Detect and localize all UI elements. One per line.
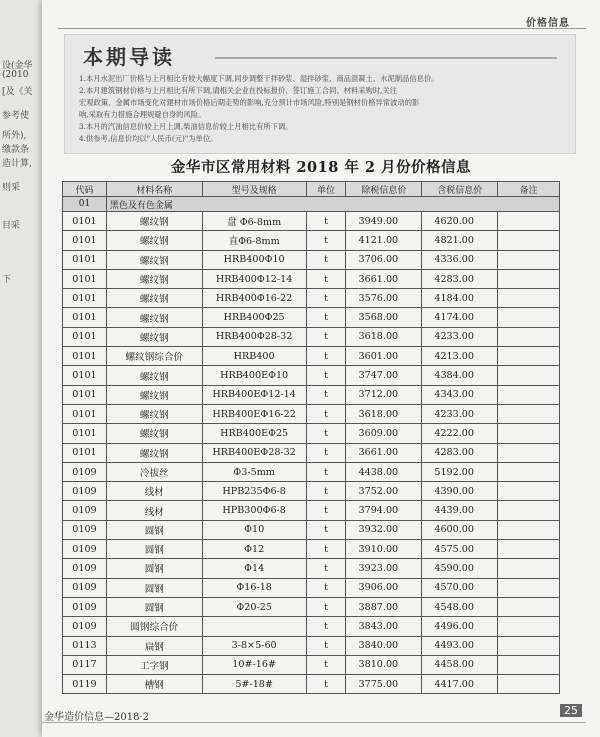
- intro-line: 1.本月水泥出厂价格与上月相比有较大幅度下调,同步调整干拌砂浆、湿拌砂浆、商品混凝土、水泥制品信息价。: [79, 74, 439, 83]
- cell-remarks: [498, 404, 560, 423]
- cell-code: 0101: [63, 385, 107, 404]
- cell-price-ex-tax: 3747.00: [346, 366, 422, 385]
- table-row: [63, 269, 560, 288]
- cell-price-ex-tax: 4121.00: [346, 231, 422, 250]
- cell-spec: Φ16-18: [202, 578, 306, 597]
- cell-price-ex-tax: 3810.00: [346, 655, 422, 674]
- cell-material-name: 线材: [106, 501, 202, 520]
- table-row: [63, 655, 560, 674]
- header-price-inc-tax: 含税信息价: [422, 182, 498, 197]
- table-row: [63, 501, 560, 520]
- cell-remarks: [498, 540, 560, 559]
- cell-price-ex-tax: 3661.00: [346, 443, 422, 462]
- cell-remarks: [498, 366, 560, 385]
- cell-price-ex-tax: 3906.00: [346, 578, 422, 597]
- cell-remarks: [498, 597, 560, 616]
- cell-code: 0101: [63, 347, 107, 366]
- header-rule: [58, 28, 586, 29]
- cell-price-ex-tax: 3618.00: [346, 404, 422, 423]
- table-row: [63, 366, 560, 385]
- intro-line: 3.本月的汽油信息价较上月上调,柴油信息价较上月相比有所下调。: [79, 122, 293, 131]
- cell-spec: HRB400Φ16-22: [202, 289, 306, 308]
- table-row: [63, 443, 560, 462]
- footer-rule: [42, 722, 586, 723]
- cell-price-ex-tax: 3775.00: [346, 675, 422, 694]
- cell-material-name: 螺纹钢: [106, 443, 202, 462]
- cell-price-inc-tax: 4821.00: [422, 231, 498, 250]
- cell-price-inc-tax: 4336.00: [422, 250, 498, 269]
- cell-price-ex-tax: 3609.00: [346, 424, 422, 443]
- cell-code: 0101: [63, 250, 107, 269]
- cell-remarks: [498, 675, 560, 694]
- header-code: 代码: [63, 182, 107, 197]
- header-unit: 单位: [306, 182, 346, 197]
- table-row: [63, 675, 560, 694]
- cell-spec: HRB400EΦ16-22: [202, 404, 306, 423]
- cell-material-name: 线材: [106, 482, 202, 501]
- intro-title-rule: [215, 57, 557, 59]
- cell-material-name: 螺纹钢: [106, 250, 202, 269]
- cell-material-name: 螺纹钢: [106, 366, 202, 385]
- table-row: [63, 520, 560, 539]
- prev-page-fragment: 则采: [2, 183, 21, 193]
- cell-code: 0101: [63, 212, 107, 231]
- table-row: [63, 212, 560, 231]
- intro-title: 本期导读: [83, 45, 175, 69]
- table-row: [63, 636, 560, 655]
- cell-unit: t: [306, 520, 346, 539]
- table-row: [63, 559, 560, 578]
- cell-price-ex-tax: 3932.00: [346, 520, 422, 539]
- cell-price-inc-tax: 5192.00: [422, 462, 498, 481]
- cell-code: 0113: [63, 636, 107, 655]
- cell-price-inc-tax: 4174.00: [422, 308, 498, 327]
- prev-page-fragment: 设(金华: [2, 61, 33, 71]
- cell-unit: t: [306, 327, 346, 346]
- cell-price-inc-tax: 4458.00: [422, 655, 498, 674]
- table-row: [63, 231, 560, 250]
- cell-remarks: [498, 636, 560, 655]
- cell-price-inc-tax: 4600.00: [422, 520, 498, 539]
- running-head: 价格信息: [526, 18, 570, 29]
- cell-code: 0109: [63, 540, 107, 559]
- cell-unit: t: [306, 617, 346, 636]
- cell-price-inc-tax: 4496.00: [422, 617, 498, 636]
- cell-price-ex-tax: 3712.00: [346, 385, 422, 404]
- intro-line: 宏观政策、金属市场变化对建材市场价格后期走势的影响,充分预计市场风险,特别是钢材价格异常波动的影: [79, 98, 420, 107]
- cell-remarks: [498, 289, 560, 308]
- cell-code: 0109: [63, 597, 107, 616]
- cell-unit: t: [306, 501, 346, 520]
- cell-spec: HRB400Φ25: [202, 308, 306, 327]
- cell-unit: t: [306, 424, 346, 443]
- cell-remarks: [498, 462, 560, 481]
- cell-price-ex-tax: 3887.00: [346, 597, 422, 616]
- table-row: [63, 289, 560, 308]
- cell-code: 0117: [63, 655, 107, 674]
- cell-price-ex-tax: 3910.00: [346, 540, 422, 559]
- previous-page-edge: [0, 0, 48, 737]
- cell-spec: 盘 Φ6-8mm: [202, 212, 306, 231]
- table-row: [63, 462, 560, 481]
- cell-code: 0101: [63, 308, 107, 327]
- cell-unit: t: [306, 385, 346, 404]
- header-price-ex-tax: 除税信息价: [346, 182, 422, 197]
- cell-price-ex-tax: 3840.00: [346, 636, 422, 655]
- cell-code: 0119: [63, 675, 107, 694]
- price-table: [62, 181, 560, 694]
- cell-material-name: 圆钢: [106, 597, 202, 616]
- cell-spec: HRB400Φ12-14: [202, 269, 306, 288]
- cell-remarks: [498, 327, 560, 346]
- cell-remarks: [498, 617, 560, 636]
- cell-material-name: 螺纹钢: [106, 424, 202, 443]
- cell-material-name: 冷拔丝: [106, 462, 202, 481]
- cell-unit: t: [306, 675, 346, 694]
- cell-price-ex-tax: 3618.00: [346, 327, 422, 346]
- intro-line: 2.本月建筑钢材价格与上月相比有所下调,请相关企业在投标报价、签订施工合同、材料采购时,关注: [79, 86, 398, 95]
- cell-price-inc-tax: 4184.00: [422, 289, 498, 308]
- cell-code: 0101: [63, 404, 107, 423]
- cell-unit: t: [306, 443, 346, 462]
- cell-price-inc-tax: 4233.00: [422, 327, 498, 346]
- cell-price-ex-tax: 3843.00: [346, 617, 422, 636]
- cell-unit: t: [306, 212, 346, 231]
- cell-remarks: [498, 308, 560, 327]
- cell-remarks: [498, 520, 560, 539]
- cell-price-ex-tax: 3752.00: [346, 482, 422, 501]
- cell-code: 0109: [63, 501, 107, 520]
- cell-code: 0109: [63, 520, 107, 539]
- cell-unit: t: [306, 347, 346, 366]
- prev-page-fragment: 目采: [2, 221, 21, 231]
- cell-material-name: 螺纹钢: [106, 269, 202, 288]
- header-material-name: 材料名称: [106, 182, 202, 197]
- header-spec: 型号及规格: [202, 182, 306, 197]
- prev-page-fragment: 下: [2, 275, 12, 285]
- cell-spec: HRB400Φ10: [202, 250, 306, 269]
- cell-unit: t: [306, 250, 346, 269]
- table-row: [63, 482, 560, 501]
- cell-spec: Φ14: [202, 559, 306, 578]
- cell-remarks: [498, 269, 560, 288]
- cell-spec: 10#-16#: [202, 655, 306, 674]
- cell-code: 0101: [63, 269, 107, 288]
- cell-material-name: 圆钢综合价: [106, 617, 202, 636]
- cell-price-inc-tax: 4283.00: [422, 443, 498, 462]
- cell-price-inc-tax: 4548.00: [422, 597, 498, 616]
- cell-spec: 直Φ6-8mm: [202, 231, 306, 250]
- cell-price-inc-tax: 4570.00: [422, 578, 498, 597]
- cell-unit: t: [306, 269, 346, 288]
- cell-price-inc-tax: 4384.00: [422, 366, 498, 385]
- group-code: 01: [63, 197, 107, 212]
- cell-price-inc-tax: 4439.00: [422, 501, 498, 520]
- cell-remarks: [498, 212, 560, 231]
- cell-unit: t: [306, 366, 346, 385]
- table-row: [63, 404, 560, 423]
- cell-price-inc-tax: 4233.00: [422, 404, 498, 423]
- cell-remarks: [498, 385, 560, 404]
- table-row: [63, 347, 560, 366]
- cell-price-inc-tax: 4390.00: [422, 482, 498, 501]
- cell-unit: t: [306, 289, 346, 308]
- cell-code: 0109: [63, 617, 107, 636]
- cell-code: 0101: [63, 231, 107, 250]
- intro-box: [64, 34, 576, 154]
- cell-price-inc-tax: 4575.00: [422, 540, 498, 559]
- table-row: [63, 250, 560, 269]
- cell-material-name: 圆钢: [106, 559, 202, 578]
- cell-spec: Φ20-25: [202, 597, 306, 616]
- cell-spec: HRB400: [202, 347, 306, 366]
- cell-spec: 3-8×5-60: [202, 636, 306, 655]
- cell-price-inc-tax: 4213.00: [422, 347, 498, 366]
- cell-material-name: 槽钢: [106, 675, 202, 694]
- cell-remarks: [498, 559, 560, 578]
- cell-material-name: 工字钢: [106, 655, 202, 674]
- cell-price-ex-tax: 3706.00: [346, 250, 422, 269]
- cell-remarks: [498, 578, 560, 597]
- table-row: [63, 385, 560, 404]
- cell-spec: HRB400EΦ12-14: [202, 385, 306, 404]
- prev-page-fragment: [及《关: [2, 87, 33, 97]
- prev-page-fragment: 缴款条: [2, 145, 30, 155]
- cell-spec: Φ12: [202, 540, 306, 559]
- table-row: [63, 540, 560, 559]
- intro-line: 响,采取有力措施合理规避自身的风险。: [79, 110, 206, 119]
- table-title: 金华市区常用材料 2018 年 2 月份价格信息: [170, 159, 472, 176]
- cell-code: 0101: [63, 327, 107, 346]
- cell-material-name: 螺纹钢: [106, 385, 202, 404]
- cell-price-ex-tax: 3568.00: [346, 308, 422, 327]
- cell-unit: t: [306, 404, 346, 423]
- cell-remarks: [498, 424, 560, 443]
- cell-unit: t: [306, 636, 346, 655]
- group-name: 黑色及有色金属: [106, 197, 559, 212]
- cell-remarks: [498, 250, 560, 269]
- prev-page-fragment: 所外),: [2, 131, 27, 141]
- cell-unit: t: [306, 308, 346, 327]
- cell-price-ex-tax: 3949.00: [346, 212, 422, 231]
- cell-spec: HPB300Φ6-8: [202, 501, 306, 520]
- cell-price-inc-tax: 4620.00: [422, 212, 498, 231]
- cell-unit: t: [306, 597, 346, 616]
- cell-code: 0109: [63, 482, 107, 501]
- cell-spec: HRB400Φ28-32: [202, 327, 306, 346]
- intro-line: 4.供参考,信息价均以"人民币(元)"为单位。: [79, 134, 218, 143]
- cell-spec: HRB400EΦ28-32: [202, 443, 306, 462]
- group-row: [63, 197, 560, 212]
- cell-remarks: [498, 655, 560, 674]
- cell-spec: HRB400EΦ10: [202, 366, 306, 385]
- cell-material-name: 螺纹钢: [106, 308, 202, 327]
- table-row: [63, 578, 560, 597]
- cell-remarks: [498, 231, 560, 250]
- cell-price-ex-tax: 3661.00: [346, 269, 422, 288]
- cell-price-inc-tax: 4493.00: [422, 636, 498, 655]
- table-row: [63, 617, 560, 636]
- publication-footer: 金华造价信息—2018·2: [44, 712, 149, 723]
- cell-spec: Φ3-5mm: [202, 462, 306, 481]
- cell-unit: t: [306, 231, 346, 250]
- cell-price-ex-tax: 3601.00: [346, 347, 422, 366]
- cell-material-name: 螺纹钢综合价: [106, 347, 202, 366]
- cell-price-ex-tax: 3923.00: [346, 559, 422, 578]
- cell-price-ex-tax: 4438.00: [346, 462, 422, 481]
- cell-code: 0109: [63, 462, 107, 481]
- cell-remarks: [498, 482, 560, 501]
- table-row: [63, 597, 560, 616]
- header-remarks: 备注: [498, 182, 560, 197]
- cell-price-ex-tax: 3794.00: [346, 501, 422, 520]
- cell-code: 0101: [63, 424, 107, 443]
- table-row: [63, 327, 560, 346]
- cell-spec: 5#-18#: [202, 675, 306, 694]
- cell-price-ex-tax: 3576.00: [346, 289, 422, 308]
- cell-remarks: [498, 501, 560, 520]
- cell-material-name: 螺纹钢: [106, 289, 202, 308]
- cell-material-name: 圆钢: [106, 520, 202, 539]
- cell-unit: t: [306, 540, 346, 559]
- cell-code: 0109: [63, 559, 107, 578]
- cell-code: 0109: [63, 578, 107, 597]
- cell-code: 0101: [63, 289, 107, 308]
- cell-code: 0101: [63, 443, 107, 462]
- prev-page-fragment: 参考使: [2, 111, 30, 121]
- cell-material-name: 螺纹钢: [106, 327, 202, 346]
- cell-material-name: 圆钢: [106, 540, 202, 559]
- cell-remarks: [498, 347, 560, 366]
- cell-price-inc-tax: 4283.00: [422, 269, 498, 288]
- cell-code: 0101: [63, 366, 107, 385]
- prev-page-fragment: 造计算,: [2, 159, 32, 169]
- cell-price-inc-tax: 4590.00: [422, 559, 498, 578]
- cell-material-name: 螺纹钢: [106, 212, 202, 231]
- table-row: [63, 308, 560, 327]
- cell-spec: HRB400EΦ25: [202, 424, 306, 443]
- cell-unit: t: [306, 655, 346, 674]
- cell-price-inc-tax: 4343.00: [422, 385, 498, 404]
- cell-spec: HPB235Φ6-8: [202, 482, 306, 501]
- cell-unit: t: [306, 578, 346, 597]
- cell-material-name: 螺纹钢: [106, 231, 202, 250]
- intro-text: [79, 73, 565, 145]
- document-page: [42, 0, 600, 737]
- cell-unit: t: [306, 462, 346, 481]
- cell-spec: Φ10: [202, 520, 306, 539]
- cell-unit: t: [306, 482, 346, 501]
- cell-material-name: 螺纹钢: [106, 404, 202, 423]
- table-row: [63, 424, 560, 443]
- table-header-row: [63, 182, 560, 197]
- cell-material-name: 圆钢: [106, 578, 202, 597]
- cell-remarks: [498, 443, 560, 462]
- cell-price-inc-tax: 4417.00: [422, 675, 498, 694]
- page-number: 25: [560, 704, 582, 717]
- prev-page-fragment: (2010: [2, 70, 29, 80]
- cell-price-inc-tax: 4222.00: [422, 424, 498, 443]
- cell-material-name: 扁钢: [106, 636, 202, 655]
- cell-spec: [202, 617, 306, 636]
- cell-unit: t: [306, 559, 346, 578]
